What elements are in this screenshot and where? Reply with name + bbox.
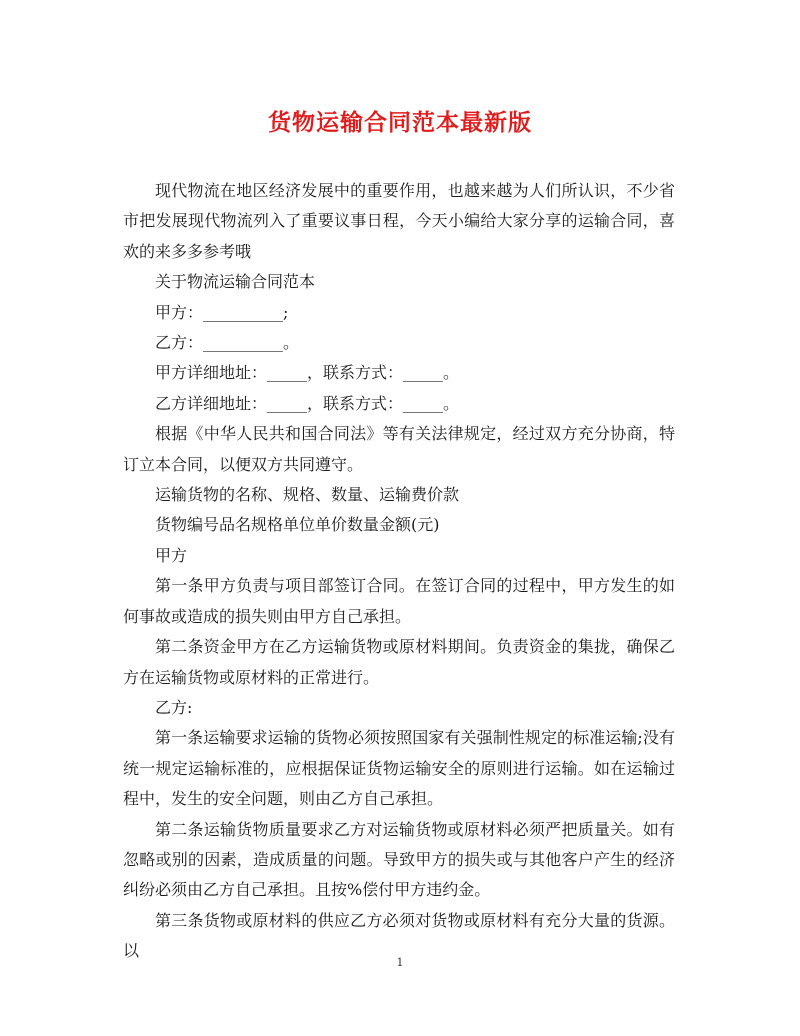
- paragraph-heading: 关于物流运输合同范本: [155, 272, 316, 292]
- paragraph-party-a: 甲方：__________;: [155, 302, 289, 322]
- paragraph-a-article-2: 第二条资金甲方在乙方运输货物或原材料期间。负责资金的集拢，确保乙方在运输货物或原材料的正常进行。: [123, 637, 675, 687]
- page-number: 1: [396, 956, 404, 969]
- paragraph-party-b-address: 乙方详细地址：_____，联系方式：_____。: [155, 393, 460, 413]
- paragraph-intro: 现代物流在地区经济发展中的重要作用，也越来越为人们所认识，不少省市把发展现代物流列入了重要议事日程，今天小编给大家分享的运输合同，喜欢的来多多参考哦: [123, 181, 675, 261]
- paragraph-party-a-address: 甲方详细地址：_____，联系方式：_____。: [155, 363, 460, 383]
- document-title: 货物运输合同范本最新版: [268, 110, 532, 136]
- paragraph-b-article-1: 第一条运输要求运输的货物必须按照国家有关强制性规定的标准运输;没有统一规定运输标准的，应根据保证货物运输安全的原则进行运输。如在运输过程中，发生的安全问题，则由乙方自己承担。: [123, 728, 675, 809]
- paragraph-b-article-2: 第二条运输货物质量要求乙方对运输货物或原材料必须严把质量关。如有忽略或别的因素，造成质量的问题。导致甲方的损失或与其他客户产生的经济纠纷必须由乙方自己承担。且按%偿付甲方违约金。: [123, 819, 675, 900]
- paragraph-b-article-3: 第三条货物或原材料的供应乙方必须对货物或原材料有充分大量的货源。以: [123, 910, 675, 961]
- paragraph-a-article-1: 第一条甲方负责与项目部签订合同。在签订合同的过程中，甲方发生的如何事故或造成的损失则由甲方自己承担。: [123, 576, 675, 626]
- paragraph-party-a-label: 甲方: [155, 545, 188, 565]
- paragraph-goods-items: 运输货物的名称、规格、数量、运输费价款: [155, 485, 460, 505]
- paragraph-party-b-label: 乙方:: [155, 697, 193, 717]
- paragraph-party-b: 乙方：__________。: [155, 333, 300, 353]
- paragraph-goods-columns: 货物编号品名规格单位单价数量金额(元): [155, 515, 440, 535]
- paragraph-legal-basis: 根据《中华人民共和国合同法》等有关法律规定，经过双方充分协商，特订立本合同，以便双方共同遵守。: [123, 424, 675, 474]
- document-body: [123, 176, 675, 967]
